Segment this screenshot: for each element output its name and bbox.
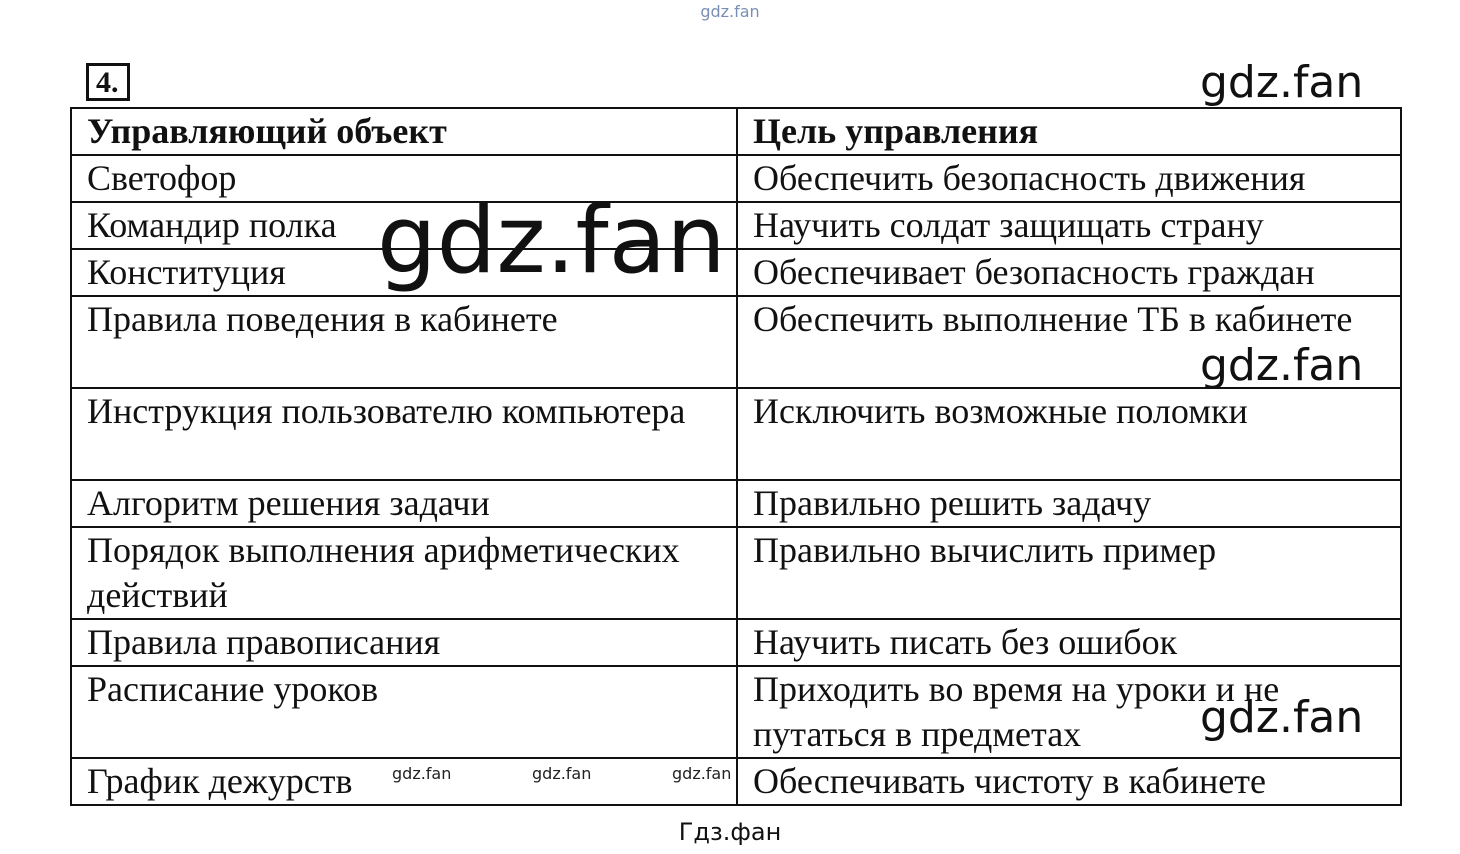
goal-cell: Научить солдат защищать страну: [737, 202, 1401, 249]
top-watermark: gdz.fan: [700, 2, 760, 21]
object-cell: Инструкция пользователю компьютера: [71, 388, 737, 480]
goal-cell: Обеспечивать чистоту в кабинете: [737, 758, 1401, 805]
object-cell: Порядок выполнения арифметических действий: [71, 527, 737, 619]
watermark-top-right: gdz.fan: [1200, 57, 1364, 108]
table-row: [71, 249, 1401, 296]
table-row: [71, 388, 1401, 480]
header-cell-goal: Цель управления: [737, 108, 1401, 155]
object-cell: Конституция: [71, 249, 737, 296]
goal-cell: Исключить возможные поломки: [737, 388, 1401, 480]
bottom-caption: Гдз.фан: [678, 818, 782, 846]
table-row: [71, 155, 1401, 202]
watermark-small-1: gdz.fan: [392, 764, 452, 783]
header-cell-object: Управляющий объект: [71, 108, 737, 155]
goal-cell: Обеспечивает безопасность граждан: [737, 249, 1401, 296]
watermark-bottom-right: gdz.fan: [1200, 692, 1364, 743]
object-cell: Правила правописания: [71, 619, 737, 666]
watermark-small-3: gdz.fan: [672, 764, 732, 783]
object-cell: Алгоритм решения задачи: [71, 480, 737, 527]
table-row: [71, 619, 1401, 666]
table-row: [71, 202, 1401, 249]
table-row: [71, 527, 1401, 619]
watermark-middle-right: gdz.fan: [1200, 340, 1364, 391]
table-header-row: [71, 108, 1401, 155]
watermark-small-2: gdz.fan: [532, 764, 592, 783]
goal-cell: Научить писать без ошибок: [737, 619, 1401, 666]
object-cell: Правила поведения в кабинете: [71, 296, 737, 388]
watermark-center: gdz.fan: [377, 186, 726, 295]
table-row: [71, 480, 1401, 527]
goal-cell: Обеспечить выполнение ТБ в кабинете: [737, 296, 1401, 388]
table-row: [71, 758, 1401, 805]
goal-cell: Приходить во время на уроки и не путаться в предметах: [737, 666, 1401, 758]
object-cell: Светофор: [71, 155, 737, 202]
object-cell: График дежурств: [71, 758, 737, 805]
goal-cell: Правильно решить задачу: [737, 480, 1401, 527]
object-cell: Командир полка: [71, 202, 737, 249]
goal-cell: Правильно вычислить пример: [737, 527, 1401, 619]
goal-cell: Обеспечить безопасность движения: [737, 155, 1401, 202]
task-number: 4.: [86, 63, 130, 101]
object-cell: Расписание уроков: [71, 666, 737, 758]
